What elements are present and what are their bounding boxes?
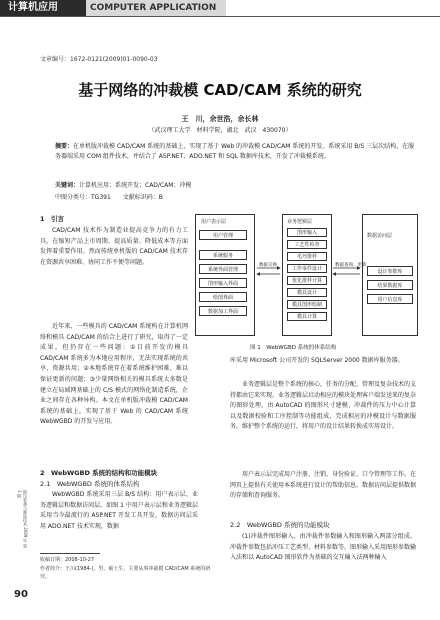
clc-number: 中图分类号：TG391: [55, 194, 111, 201]
data-item: 用户信息库: [367, 294, 413, 304]
right-paragraph-2: 业务逻辑层是整个系统的核心，任务的分配、管理及复杂技术的支持都由它来实现。业务逻辑层启动相应的模块处理客户端发送来的复杂的图形处理，由 AutoCAD 的图形尺寸建模、冲裁件的压力中心计算以及数据校验和工序控制等功能组成，完成相应的冲模设计与数据服务，维护整个系统的运行，将用户的设计结果转换成实用设计。: [230, 381, 416, 431]
logic-item: 图形输入: [287, 228, 327, 237]
article-number: 文章编号：1672-0121(2009)01-0090-03: [40, 56, 158, 63]
paper-title: 基于网络的冲裁模 CAD/CAM 系统的研究: [78, 81, 362, 99]
data-item: 结果数据库: [367, 280, 413, 290]
client-layer-title: 用户表示层: [201, 219, 227, 225]
intro-paragraph-2: 近年来，一些模具的 CAD/CAM 系统构在计算机网络和模具 CAD/CAM 的结合上进行了研究，取得了一定成果。但仍存在一些问题：①目前开发的模具 CAD/CAM 系统多为本地应用程序，无法实现系统的共享、资源共用；②本地系统存在着系统维护困难、难以保证更新的问题；③少量网络相关的模具系统大多数是建立在局域网基础上的 C/S 模式的网络化制造系统，企业之间存在各种异构。本文在单机版冲裁模 CAD/CAM 系统的基础上，实现了基于 Web 的 CAD/CAM 系统 WebWGBD 的开发与应用。: [40, 323, 188, 426]
column-subtitle: COMPUTER APPLICATION: [86, 0, 226, 16]
architecture-paragraph: WebWGBD 系统采用三层 B/S 结构：用户表示层、业务逻辑层和数据访问层。如图 1 中用户表示层和业务逻辑层采用当今最流行的 ASP.NET 开发工具开发，数据访问层采用 ADO.NET 技术实现，数据: [40, 491, 198, 530]
header-rule: [0, 16, 440, 17]
logic-item: 模具设计: [287, 288, 327, 297]
arrow-label-query: 数据查询、更新: [335, 263, 367, 268]
section-heading-2: 2 WebWGBD 系统的结构和功能模块: [40, 469, 158, 477]
keywords: [55, 181, 415, 191]
classification: [55, 192, 415, 201]
client-item: 系统界面管理: [199, 264, 247, 274]
right-paragraph-1: 库采用 Microsoft 公司开发的 SQLServer 2000 数据库服务器。: [230, 357, 404, 364]
column-tag: 计算机应用: [0, 0, 86, 16]
footnote-rule: [40, 553, 100, 554]
affiliation: （武汉理工大学 材料学院，湖北 武汉 430070）: [148, 127, 292, 134]
logic-layer-title: 业务逻辑层: [287, 219, 313, 225]
right-paragraph-3: 用户表示层完成用户注册、注销、身份验证、口令管理等工作。在网页上提供有关使用本系统进行设计的帮助信息。数据访问层提供数据的存储和查询服务。: [230, 471, 417, 500]
section-heading-2-1: 2.1 WebWGBD 系统的体系结构: [40, 480, 140, 488]
logic-item: 模具计算: [287, 312, 327, 321]
abstract: [55, 142, 415, 162]
figure-caption: 图 1 WebWGBD 系统的体系结构: [250, 345, 337, 351]
section-heading-2-2: 2.2 WebWGBD 系统的功能模块: [230, 521, 330, 529]
logic-item: 优化排样计算: [287, 276, 327, 285]
architecture-diagram: [195, 212, 420, 340]
authors: 王 川，余世浩，余长林: [181, 115, 259, 123]
keywords-label: 关键词：: [55, 182, 80, 189]
client-item: 用户管理: [199, 230, 247, 240]
logic-item: 毛坯排样: [287, 252, 327, 261]
logic-item: 工艺性检查: [287, 240, 327, 249]
client-item: 绘图界面: [199, 292, 247, 302]
page-number: 90: [14, 589, 28, 600]
data-item: 设计参数库: [367, 266, 413, 276]
arrow-label-exchange: 数据交换: [259, 263, 277, 268]
intro-paragraph-1: CAD/CAM 技术作为制造业提高竞争力的有力工具，在缩短产品上市周期、提高质量、降低成本等方面发挥着重要作用。然而传统单机版的 CAD/CAM 技术存在资源共享困难、协同工作不便等问题。: [40, 227, 188, 266]
abstract-text: 在单机版冲裁模 CAD/CAM 系统的基础上，实现了基于 Web 的冲裁模 CAD/CAM 系统的开发。系统采用 B/S 三层次结构，在服务器端采用 COM 组件技术，并结合了 ASP.NET、ADO.NET 和 SQL 数据库技术，开发了冲裁模系统。: [55, 143, 415, 160]
client-item: 图形输入界面: [199, 278, 247, 288]
section-heading-1: 1 引言: [40, 215, 65, 223]
client-item: 数据加工界面: [199, 306, 247, 316]
keywords-text: 计算机应用；系统开发；CAD/CAM；冲模: [79, 182, 192, 189]
journal-spine-text: 锻压装备与制造技术 2009 年 第 1 期: [17, 490, 28, 548]
logic-item: 模具图形绘制: [287, 300, 327, 309]
client-item: 系统服务: [199, 250, 247, 260]
logic-item: 工作零件设计: [287, 264, 327, 273]
right-paragraph-4: (1)冲裁件图形输入。由冲裁件参数输入和图形输入两部分组成。冲裁件参数包括冲压工艺类型、材料参数等。图形输入采用图形参数输入法和以 AutoCAD 图形软件为基础的交互输入法两种输入: [230, 533, 416, 562]
abstract-label: 摘要：: [55, 143, 74, 150]
doc-code: 文献标识码：B: [122, 194, 163, 201]
author-bio: 作者简介：王川(1984-)，男，硕士生，主要从事冲裁模 CAD/CAM 系统的研究。: [40, 566, 211, 580]
received-date: 收稿日期：2008-10-27: [40, 557, 95, 563]
data-layer-title: 数据访问层: [367, 233, 393, 239]
